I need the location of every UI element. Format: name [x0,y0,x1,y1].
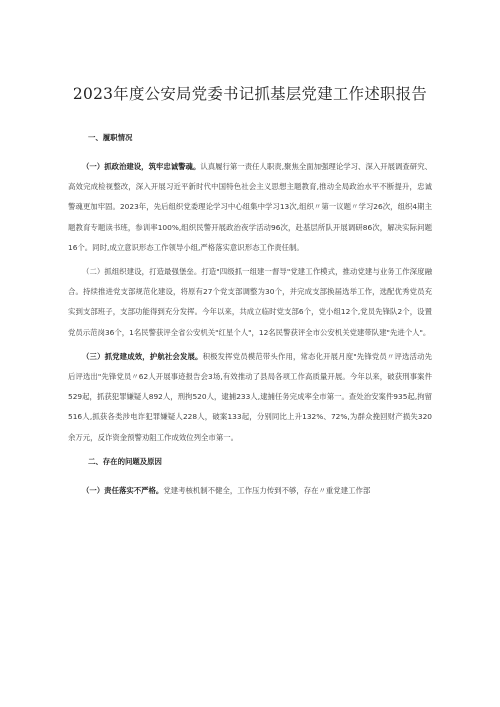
section-heading-problems: 二、存在的问题及原因 [88,456,162,466]
paragraph-responsibility [68,481,432,501]
paragraph-lead: （一）责任落实不严格。 [82,485,164,495]
paragraph-results [68,347,432,448]
paragraph-text: 党建考核机制不健全，工作压力传到不够，存在〃重党建工作部 [163,485,371,495]
paragraph-organization-building [68,262,432,343]
section-heading-performance: 一、履职情况 [88,133,133,142]
paragraph-lead: （一）抓政治建设，筑牢忠诚警魂。 [82,162,201,171]
paragraph-political-building [68,157,432,258]
paragraph-text: 积极发挥党员模范带头作用，常态化开展月度"先锋党员〃评选活动先后评选出"先锋党员〃62人开展事迹报告会3场,有效推动了县局各项工作高质量开展。今年以来，破获刑事案件529起，抓获犯罪嫌疑人892人，刑拘520人，逮捕233人,逮捕任务完成率全市第一。查处治安案件935起,拘留516人,抓获各类涉电诈犯罪嫌疑人228人，破案133起，分别同比上升132%、72%,为群众挽回财产损失320余万元，反诈资金预警劝阻工作成效位列全市第一。 [68,351,432,442]
page-title: 2023年度公安局党委书记抓基层党建工作述职报告 [72,85,428,103]
paragraph-text: 打造"四级抓一组建一督导"党建工作模式，推动党建与业务工作深度融合。持续推进党支部规范化建设，将原有27个党支部调整为30个，并完成支部换届选举工作，选配优秀党员充实到支部班子，支部功能得到充分发挥。今年以来，共成立临时党支部6个，党小组12个,党员先锋队2个，设置党员示范岗36个，1名民警获评全省公安机关"红星个人"，12名民警获评全市公安机关党建带队建"先进个人"。 [68,267,432,337]
paragraph-text: 认真履行第一责任人职责,聚焦全面加强理论学习、深入开展调查研究、高效完成检视整改，深入开展习近平新时代中国特色社会主义思想主题教育,推动全局政治水平不断提升，忠诚警魂更加牢固。2023年，先后组织党委理论学习中心组集中学习13次,组织〃第一议题〃学习26次，组织4期主题教育专题读书班，参训率100%,组织民警开展政治夜学活动96次，赴基层所队开展调研86次，解决实际问题16个。同时,成立意识形态工作领导小组,严格落实意识形态工作责任制。 [68,162,432,252]
paragraph-lead: （二）抓组织建设，打造最强堡垒。 [82,267,202,277]
paragraph-lead: （三）抓党建成效，护航社会发展。 [82,351,203,361]
